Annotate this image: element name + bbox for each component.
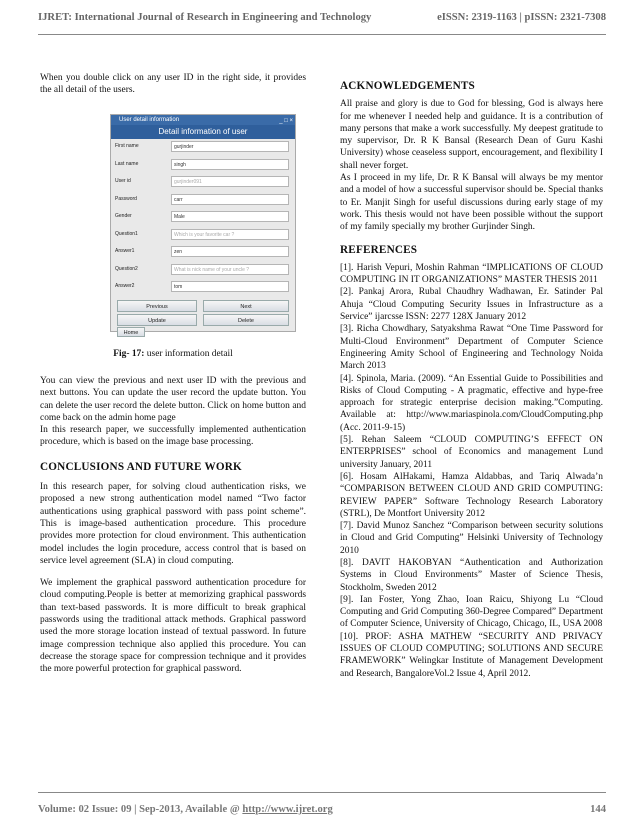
reference-item: [2]. Pankaj Arora, Rubal Chaudhry Wadhawan, Er. Satinder Pal Ahuja “Cloud Computing Security Issues in Infrastructure as a Service” ijarcsse ISSN: 2277 128X January 2012	[340, 287, 603, 323]
form-row	[111, 229, 295, 242]
paragraph-navigation: You can view the previous and next user ID with the previous and next buttons. You can update the user record the update button. You can delete the user record the delete button. Click on home button and come back on the admin home page	[40, 376, 306, 423]
acknowledgements-heading: ACKNOWLEDGEMENTS	[340, 80, 475, 92]
footer-rule	[38, 792, 606, 793]
right-column	[340, 80, 603, 680]
user-detail-window	[110, 114, 296, 336]
page-number: 144	[590, 804, 606, 815]
field-label: Answer1	[115, 248, 135, 254]
form-row	[111, 264, 295, 277]
next-button[interactable]: Next	[203, 300, 289, 312]
paragraph-implementation: In this research paper, we successfully implemented authentication procedure, which is based on the image base processing.	[40, 425, 306, 448]
delete-button[interactable]: Delete	[203, 314, 289, 326]
figure-caption: Fig- 17: user information detail	[113, 349, 233, 359]
reference-item: [1]. Harish Vepuri, Moshin Rahman “IMPLICATIONS OF CLOUD COMPUTING IN IT ORGANIZATIONS” MASTER THESIS 2011	[340, 262, 603, 286]
form-row	[111, 281, 295, 294]
form-row	[111, 159, 295, 172]
field-value-input[interactable]: tom	[171, 281, 289, 292]
figure-explanation	[40, 375, 306, 676]
window-controls: _ □ ×	[279, 118, 293, 124]
reference-item: [4]. Spinola, Maria. (2009). “An Essential Guide to Possibilities and Risks of Cloud Computing - A pragmatic, effective and hype-free approach for strategic enterprise decision making.”Computing. Available at: http://www.mariaspinola.com/CloudComputing.php (Acc. 2011-9-15)	[340, 373, 603, 433]
update-button[interactable]: Update	[117, 314, 197, 326]
conclusions-paragraph-2: We implement the graphical password authentication procedure for cloud computing.People is better at memorizing graphical passwords than text-based passwords. It is more difficult to break graphical passwords using the traditional attack methods. Graphical password used the more storage location instead of textual password. In future image compression technique also applied this procedure. You can decrease the storage space for compression technique and it provides the more powerful protection for graphical password.	[40, 578, 306, 675]
header-rule	[38, 34, 606, 35]
field-value-input[interactable]: gurjinder091	[171, 176, 289, 187]
field-value-input[interactable]: Male	[171, 211, 289, 222]
field-label: Answer2	[115, 283, 135, 289]
form-row	[111, 141, 295, 154]
field-value-input[interactable]: zen	[171, 246, 289, 257]
reference-item: [5]. Rehan Saleem “CLOUD COMPUTING’S EFFECT ON ENTERPRISES” school of Economics and management Lund university January, 2011	[340, 435, 603, 470]
form-row	[111, 176, 295, 189]
reference-item: [3]. Richa Chowdhary, Satyakshma Rawat “One Time Password for Multi-Cloud Environment” Department of Computer Science Engineering Amity School of Engineering and Technology Noida March 2013	[340, 324, 603, 372]
field-value-input[interactable]: singh	[171, 159, 289, 170]
field-label: Gender	[115, 213, 132, 219]
home-button[interactable]: Home	[117, 327, 145, 337]
field-value-input[interactable]: What is nick name of your uncle ?	[171, 264, 289, 275]
reference-item: [8]. DAVIT HAKOBYAN “Authentication and Authorization Systems in Cloud Environments” Master of Science Thesis, Stockholm, Sweden 2012	[340, 557, 603, 593]
conclusions-paragraph-1: In this research paper, for solving cloud authentication risks, we proposed a new strong authentication model named “Two factor authentications using graphical password with pass point scheme”. This is image-based authentication procedure. This procedure provides more protection for cloud environment. This authentication model includes the login procedure, access control that is based on service level agreement (SLA) in cloud computing.	[40, 482, 306, 566]
reference-item: [6]. Hosam AlHakami, Hamza Aldabbas, and Tariq Alwada’n “COMPARISON BETWEEN CLOUD AND GRID COMPUTING: REVIEW PAPER” Software Technology Research Laboratory (STRL), De Montfort University 2012	[340, 471, 603, 519]
field-label: First name	[115, 143, 139, 149]
intro-paragraph: When you double click on any user ID in the right side, it provides the all detail of the users.	[40, 73, 306, 96]
previous-button[interactable]: Previous	[117, 300, 197, 312]
references-heading: REFERENCES	[340, 243, 418, 256]
field-label: Question2	[115, 265, 138, 272]
reference-item: [7]. David Munoz Sanchez “Comparison between security solutions in Cloud and Grid Computing” Helsinki University of Technology 2010	[340, 521, 603, 556]
window-titlebar: User detail information _ □ ×	[111, 115, 295, 125]
acknowledgements-paragraph-1: All praise and glory is due to God for blessing, God is always here for me whenever I needed help and guidance. It is a contribution of many persons that make a work successfully. My deepest gratitude to my supervisor, Dr. R K Bansal (Research Dean of Guru Kashi University) whose ceaseless support, encouragement, and flexibility I shall never forget.	[340, 99, 603, 171]
form-row	[111, 211, 295, 224]
volume-info: Volume: 02 Issue: 09 | Sep-2013, Available @ http://www.ijret.org	[38, 804, 333, 815]
field-label: Question1	[115, 230, 138, 237]
running-footer	[38, 804, 606, 815]
acknowledgements-paragraph-2: As I proceed in my life, Dr. R K Bansal will always be my mentor and a model of how a successful supervisor should be. Special thanks to Er. Manjit Singh for useful discussions during early stage of my work. This thesis would not have been possible without the support of my family specially my brother Gurjinder Singh.	[340, 173, 603, 233]
issn-text: eISSN: 2319-1163 | pISSN: 2321-7308	[437, 12, 606, 23]
journal-url-link[interactable]: http://www.ijret.org	[242, 804, 333, 815]
field-label: User id	[115, 178, 131, 184]
field-value-input[interactable]: carr	[171, 194, 289, 205]
form-row	[111, 194, 295, 207]
field-value-input[interactable]: Which is your favorite car ?	[171, 229, 289, 240]
field-value-input[interactable]: gurjinder	[171, 141, 289, 152]
field-label: Last name	[115, 160, 139, 167]
reference-item: [10]. PROF: ASHA MATHEW “SECURITY AND PRIVACY ISSUES OF CLOUD COMPUTING; SOLUTIONS AND SECURE FRAMEWORK” Welingkar Institute of Management Development and Research, BangaloreVol.2 Issue 4, April 2012.	[340, 631, 603, 679]
running-header	[38, 12, 606, 28]
reference-list	[340, 262, 603, 680]
journal-title: IJRET: International Journal of Research in Engineering and Technology	[38, 12, 372, 23]
form-row	[111, 246, 295, 259]
reference-item: [9]. Ian Foster, Yong Zhao, Ioan Raicu, Shiyong Lu “Cloud Computing and Grid Computing 360-Degree Compared” Department of Computer Science, University of Chicago, Chicago, IL, USA 2008	[340, 594, 603, 630]
window-heading: Detail information of user	[111, 125, 295, 139]
conclusions-heading: CONCLUSIONS AND FUTURE WORK	[40, 460, 242, 473]
field-label: Password	[115, 195, 137, 202]
